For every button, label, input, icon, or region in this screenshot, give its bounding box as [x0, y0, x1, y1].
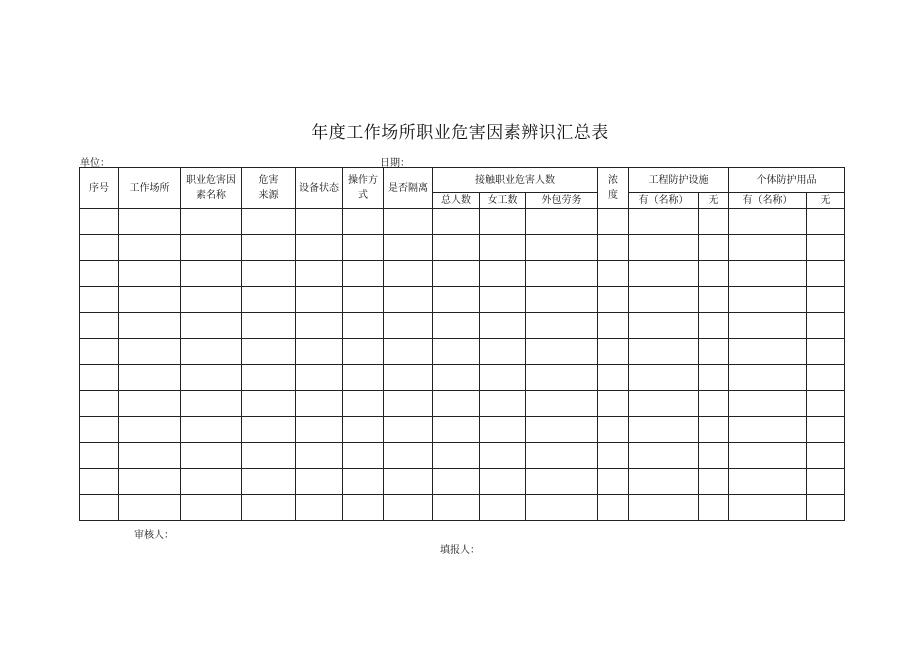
table-cell [598, 287, 629, 313]
table-cell [526, 261, 598, 287]
table-cell [699, 469, 729, 495]
table-cell [629, 287, 699, 313]
table-cell [384, 443, 433, 469]
page-title: 年度工作场所职业危害因素辨识汇总表 [311, 123, 609, 143]
table-cell [807, 313, 845, 339]
table-cell [242, 365, 296, 391]
table-cell [119, 339, 181, 365]
header-personal-none: 无 [807, 193, 845, 209]
table-cell [807, 417, 845, 443]
hazard-summary-table [79, 167, 845, 521]
table-cell [242, 443, 296, 469]
table-cell [807, 235, 845, 261]
table-cell [480, 209, 526, 235]
table-cell [296, 417, 343, 443]
table-cell [598, 495, 629, 521]
table-cell [526, 209, 598, 235]
table-row [80, 365, 845, 391]
header-personal-protection: 个体防护用品 [729, 168, 845, 193]
table-cell [699, 287, 729, 313]
table-cell [526, 235, 598, 261]
table-cell [699, 365, 729, 391]
table-cell [384, 235, 433, 261]
table-cell [729, 287, 807, 313]
table-cell [80, 469, 119, 495]
unit-label: 单位： [80, 158, 110, 169]
table-cell [598, 339, 629, 365]
table-cell [433, 209, 480, 235]
table-cell [296, 365, 343, 391]
table-cell [343, 339, 384, 365]
header-hazard-source-line1: 危害 [258, 175, 279, 186]
table-cell [699, 417, 729, 443]
table-cell [480, 339, 526, 365]
table-cell [433, 261, 480, 287]
table-cell [526, 365, 598, 391]
table-cell [629, 495, 699, 521]
table-cell [181, 417, 242, 443]
header-total: 总人数 [433, 193, 480, 209]
table-cell [242, 495, 296, 521]
table-cell [80, 235, 119, 261]
table-cell [296, 313, 343, 339]
table-cell [181, 365, 242, 391]
table-cell [807, 391, 845, 417]
table-cell [181, 391, 242, 417]
table-cell [480, 261, 526, 287]
table-cell [598, 313, 629, 339]
table-cell [526, 287, 598, 313]
table-cell [480, 495, 526, 521]
table-cell [629, 261, 699, 287]
header-outsourced: 外包劳务 [526, 193, 598, 209]
table-cell [80, 287, 119, 313]
table-cell [433, 339, 480, 365]
table-cell [343, 313, 384, 339]
table-cell [80, 417, 119, 443]
table-row [80, 443, 845, 469]
table-cell [119, 469, 181, 495]
table-cell [343, 443, 384, 469]
table-cell [296, 287, 343, 313]
table-cell [598, 209, 629, 235]
table-cell [181, 495, 242, 521]
table-cell [526, 417, 598, 443]
table-cell [629, 365, 699, 391]
table-cell [384, 287, 433, 313]
table-cell [80, 313, 119, 339]
header-index: 序号 [80, 168, 119, 209]
table-cell [80, 495, 119, 521]
filler-label: 填报人： [440, 545, 480, 556]
table-cell [526, 443, 598, 469]
table-cell [598, 391, 629, 417]
table-cell [80, 339, 119, 365]
reviewer-label: 审核人： [134, 530, 174, 541]
table-cell [384, 495, 433, 521]
table-cell [480, 287, 526, 313]
table-cell [598, 443, 629, 469]
table-cell [598, 469, 629, 495]
table-cell [181, 339, 242, 365]
header-engineering-none: 无 [699, 193, 729, 209]
table-cell [119, 417, 181, 443]
table-cell [296, 469, 343, 495]
table-cell [119, 365, 181, 391]
header-row-1 [80, 168, 845, 193]
table-cell [242, 287, 296, 313]
table-cell [629, 469, 699, 495]
table-cell [384, 365, 433, 391]
table-cell [729, 235, 807, 261]
table-cell [729, 209, 807, 235]
table-row [80, 313, 845, 339]
table-cell [807, 287, 845, 313]
header-concentration [598, 168, 629, 209]
table-cell [119, 443, 181, 469]
table-cell [343, 495, 384, 521]
table-cell [181, 209, 242, 235]
table-cell [119, 313, 181, 339]
table-cell [242, 469, 296, 495]
table-cell [598, 235, 629, 261]
table-cell [80, 365, 119, 391]
table-cell [699, 235, 729, 261]
table-cell [433, 287, 480, 313]
header-equipment-status: 设备状态 [296, 168, 343, 209]
header-workplace: 工作场所 [119, 168, 181, 209]
table-cell [480, 365, 526, 391]
table-cell [384, 391, 433, 417]
table-cell [629, 339, 699, 365]
table-cell [699, 443, 729, 469]
header-engineering-protection: 工程防护设施 [629, 168, 729, 193]
table-cell [629, 443, 699, 469]
table-cell [729, 417, 807, 443]
table-row [80, 235, 845, 261]
header-operation-mode [343, 168, 384, 209]
table-cell [181, 443, 242, 469]
table-cell [629, 235, 699, 261]
table-cell [343, 209, 384, 235]
table-cell [181, 261, 242, 287]
table-cell [629, 313, 699, 339]
date-label: 日期： [380, 158, 410, 169]
table-row [80, 469, 845, 495]
table-cell [119, 287, 181, 313]
header-engineering-has-name: 有（名称） [629, 193, 699, 209]
table-row [80, 417, 845, 443]
table-cell [480, 469, 526, 495]
table-cell [629, 417, 699, 443]
table-cell [480, 391, 526, 417]
table-cell [629, 209, 699, 235]
header-hazard-source [242, 168, 296, 209]
table-cell [433, 443, 480, 469]
table-cell [433, 365, 480, 391]
table-row [80, 495, 845, 521]
table-cell [526, 391, 598, 417]
table-cell [729, 261, 807, 287]
table-cell [729, 365, 807, 391]
table-cell [343, 469, 384, 495]
table-cell [296, 391, 343, 417]
table-cell [598, 417, 629, 443]
table-cell [480, 313, 526, 339]
header-hazard-name-line2: 素名称 [196, 190, 226, 201]
table-cell [343, 261, 384, 287]
table-cell [807, 495, 845, 521]
table-cell [384, 261, 433, 287]
table-cell [343, 417, 384, 443]
table-cell [296, 339, 343, 365]
table-cell [296, 235, 343, 261]
table-cell [526, 469, 598, 495]
table-cell [729, 443, 807, 469]
table-cell [729, 469, 807, 495]
table-cell [433, 495, 480, 521]
table-cell [729, 391, 807, 417]
table-cell [699, 339, 729, 365]
table-cell [242, 235, 296, 261]
table-cell [119, 495, 181, 521]
table-cell [384, 469, 433, 495]
table-cell [343, 391, 384, 417]
table-cell [181, 469, 242, 495]
header-hazard-name [181, 168, 242, 209]
table-row [80, 261, 845, 287]
table-cell [480, 443, 526, 469]
table-cell [181, 235, 242, 261]
table-cell [296, 495, 343, 521]
table-cell [384, 417, 433, 443]
table-cell [242, 339, 296, 365]
table-cell [384, 339, 433, 365]
header-isolation: 是否隔离 [384, 168, 433, 209]
table-cell [729, 495, 807, 521]
table-cell [296, 261, 343, 287]
table-cell [526, 339, 598, 365]
table-cell [729, 339, 807, 365]
table-cell [807, 469, 845, 495]
table-cell [242, 261, 296, 287]
table-cell [807, 339, 845, 365]
table-cell [80, 209, 119, 235]
table-row [80, 339, 845, 365]
table-cell [80, 261, 119, 287]
header-personal-has-name: 有（名称） [729, 193, 807, 209]
table-cell [242, 313, 296, 339]
table-cell [343, 365, 384, 391]
table-row [80, 391, 845, 417]
table-row [80, 209, 845, 235]
table-cell [242, 391, 296, 417]
header-exposure-count: 接触职业危害人数 [433, 168, 598, 193]
table-cell [119, 209, 181, 235]
table-cell [433, 417, 480, 443]
table-cell [480, 417, 526, 443]
table-cell [119, 391, 181, 417]
table-cell [433, 235, 480, 261]
table-cell [384, 209, 433, 235]
table-row [80, 287, 845, 313]
header-female: 女工数 [480, 193, 526, 209]
table-cell [296, 209, 343, 235]
header-operation-mode-line2: 式 [358, 190, 368, 201]
header-concentration-line1: 浓 [608, 175, 618, 186]
table-cell [699, 391, 729, 417]
table-cell [699, 261, 729, 287]
header-hazard-source-line2: 来源 [258, 190, 279, 201]
table-cell [181, 287, 242, 313]
table-cell [119, 235, 181, 261]
table-cell [729, 313, 807, 339]
table-cell [598, 365, 629, 391]
table-cell [526, 495, 598, 521]
table-cell [242, 417, 296, 443]
table-cell [343, 235, 384, 261]
table-cell [526, 313, 598, 339]
table-cell [296, 443, 343, 469]
table-cell [629, 391, 699, 417]
table-cell [699, 313, 729, 339]
table-cell [699, 495, 729, 521]
table-cell [807, 209, 845, 235]
table-cell [807, 443, 845, 469]
header-hazard-name-line1: 职业危害因 [186, 175, 236, 186]
table-cell [807, 365, 845, 391]
table-cell [598, 261, 629, 287]
table-cell [242, 209, 296, 235]
table-cell [80, 443, 119, 469]
table-cell [807, 261, 845, 287]
table-cell [343, 287, 384, 313]
header-operation-mode-line1: 操作方 [348, 175, 378, 186]
table-cell [80, 391, 119, 417]
table-cell [433, 313, 480, 339]
table-cell [480, 235, 526, 261]
table-cell [384, 313, 433, 339]
table-cell [119, 261, 181, 287]
table-cell [181, 313, 242, 339]
table-cell [433, 469, 480, 495]
table-cell [699, 209, 729, 235]
header-concentration-line2: 度 [608, 190, 618, 201]
table-cell [433, 391, 480, 417]
